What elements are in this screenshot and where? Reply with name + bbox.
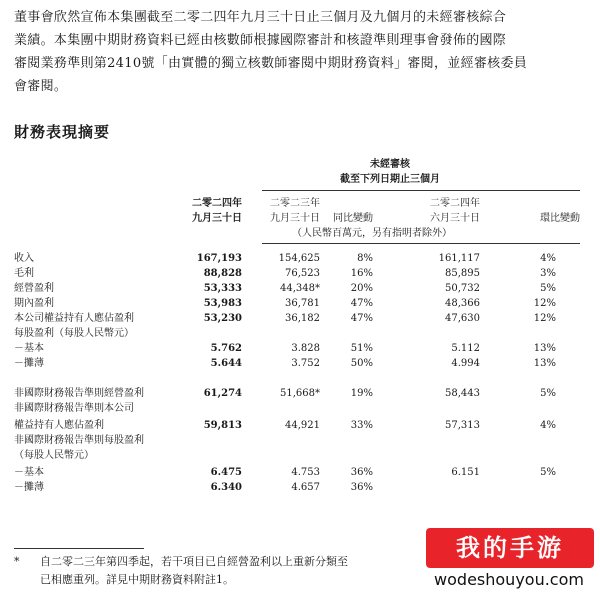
cell-value bbox=[184, 326, 242, 341]
cell-value bbox=[320, 448, 373, 463]
cell-value: 53,230 bbox=[203, 313, 242, 324]
cell-value: 5.644 bbox=[210, 358, 242, 369]
cell-value: 53,983 bbox=[203, 298, 242, 309]
row-label: 毛利 bbox=[14, 268, 34, 279]
cell-value: 3.828 bbox=[291, 343, 320, 354]
header-col4-line2: 六月三十日 bbox=[430, 213, 480, 224]
cell-value: 50% bbox=[350, 358, 373, 369]
cell-value bbox=[373, 433, 480, 448]
cell-value: 48,366 bbox=[445, 298, 480, 309]
cell-value: 59,813 bbox=[203, 420, 242, 431]
row-label: 每股盈利（每股人民幣元） bbox=[14, 328, 134, 339]
header-period: 截至下列日期止三個月 bbox=[340, 174, 440, 185]
header-col1-line1: 二零二四年 bbox=[192, 198, 242, 209]
row-label: （每股人民幣元） bbox=[14, 450, 94, 461]
cell-value: 3% bbox=[540, 268, 556, 279]
watermark-brand: 我的手游 bbox=[426, 528, 594, 568]
header-col1-line2: 九月三十日 bbox=[192, 213, 242, 224]
row-label: －基本 bbox=[14, 343, 44, 354]
header-col4-line1: 二零二四年 bbox=[430, 198, 480, 209]
cell-value bbox=[373, 401, 480, 416]
header-underline bbox=[262, 190, 580, 191]
row-label: 非國際財務報告準則每股盈利 bbox=[14, 435, 144, 446]
cell-value: 12% bbox=[533, 313, 556, 324]
header-col3: 同比變動 bbox=[333, 213, 373, 224]
cell-value bbox=[480, 433, 556, 448]
table-row bbox=[14, 326, 556, 341]
cell-value bbox=[480, 326, 556, 341]
cell-value bbox=[242, 326, 320, 341]
table-row bbox=[14, 281, 556, 296]
table-row bbox=[14, 401, 556, 416]
table-spacer bbox=[14, 371, 556, 384]
row-label: 本公司權益持有人應佔盈利 bbox=[14, 313, 134, 324]
cell-value: 167,193 bbox=[196, 253, 242, 264]
row-label: 收入 bbox=[14, 253, 34, 264]
cell-value: 33% bbox=[350, 420, 373, 431]
cell-value bbox=[242, 448, 320, 463]
cell-value: 44,348* bbox=[280, 283, 320, 294]
cell-value: 61,274 bbox=[203, 388, 242, 399]
header-unaudited: 未經審核 bbox=[370, 159, 410, 170]
cell-value: 5% bbox=[540, 467, 556, 478]
cell-value bbox=[242, 401, 320, 416]
section-title: 財務表現摘要 bbox=[14, 123, 111, 141]
cell-value bbox=[184, 448, 242, 463]
cell-value: 16% bbox=[350, 268, 373, 279]
cell-value: 88,828 bbox=[203, 268, 242, 279]
cell-value: 47% bbox=[350, 313, 373, 324]
row-label: 期內盈利 bbox=[14, 298, 54, 309]
table-row bbox=[14, 463, 556, 480]
table-row bbox=[14, 311, 556, 326]
footnote-text-1: 自二零二三年第四季起，若干項目已自經營盈利以上重新分類至 bbox=[40, 555, 348, 568]
cell-value: 36,182 bbox=[285, 313, 320, 324]
cell-value: 154,625 bbox=[278, 253, 320, 264]
watermark bbox=[420, 528, 598, 590]
cell-value bbox=[184, 433, 242, 448]
cell-value: 6.151 bbox=[451, 467, 480, 478]
table-row bbox=[14, 341, 556, 356]
cell-value: 36,781 bbox=[285, 298, 320, 309]
table-row bbox=[14, 433, 556, 448]
cell-value: 12% bbox=[533, 298, 556, 309]
cell-value: 13% bbox=[533, 358, 556, 369]
cell-value: 4.657 bbox=[291, 482, 320, 493]
intro-line-4: 會審閱。 bbox=[14, 79, 68, 94]
cell-value: 5% bbox=[540, 388, 556, 399]
cell-value bbox=[184, 401, 242, 416]
footnote-mark: * bbox=[14, 555, 20, 568]
row-label: 經營盈利 bbox=[14, 283, 54, 294]
table-row bbox=[14, 448, 556, 463]
cell-value bbox=[373, 480, 480, 495]
cell-value: 51,668* bbox=[280, 388, 320, 399]
cell-value bbox=[373, 326, 480, 341]
cell-value: 47,630 bbox=[445, 313, 480, 324]
row-label: 權益持有人應佔盈利 bbox=[14, 420, 104, 431]
table-row bbox=[14, 356, 556, 371]
cell-value: 76,523 bbox=[285, 268, 320, 279]
cell-value: 50,732 bbox=[445, 283, 480, 294]
row-label: 非國際財務報告準則經營盈利 bbox=[14, 388, 144, 399]
cell-value bbox=[320, 401, 373, 416]
intro-paragraph bbox=[14, 6, 586, 98]
table-row bbox=[14, 251, 556, 266]
table-row bbox=[14, 296, 556, 311]
cell-value: 3.752 bbox=[291, 358, 320, 369]
watermark-url: wodeshouyou.com bbox=[434, 570, 584, 589]
cell-value bbox=[480, 448, 556, 463]
table-row bbox=[14, 480, 556, 495]
table-row bbox=[14, 416, 556, 433]
row-label: －基本 bbox=[14, 467, 44, 478]
footnote-rule bbox=[14, 548, 144, 549]
cell-value: 4.994 bbox=[451, 358, 480, 369]
cell-value: 51% bbox=[350, 343, 373, 354]
cell-value: 58,443 bbox=[445, 388, 480, 399]
cell-value: 5% bbox=[540, 283, 556, 294]
footnote-line-2: 已相應重列。詳見中期財務資料附註1。 bbox=[40, 573, 234, 586]
header-col5: 環比變動 bbox=[540, 213, 580, 224]
header-col2-line2: 九月三十日 bbox=[270, 213, 320, 224]
cell-value bbox=[373, 448, 480, 463]
cell-value: 57,313 bbox=[445, 420, 480, 431]
table-row bbox=[14, 384, 556, 401]
cell-value: 5.112 bbox=[451, 343, 480, 354]
header-col2-line1: 二零二三年 bbox=[270, 198, 320, 209]
cell-value: 36% bbox=[350, 467, 373, 478]
cell-value: 161,117 bbox=[438, 253, 480, 264]
intro-line-2: 業績。本集團中期財務資料已經由核數師根據國際審計和核證準則理事會發佈的國際 bbox=[14, 33, 507, 48]
table-row bbox=[14, 266, 556, 281]
header-bottom-rule bbox=[262, 243, 580, 244]
row-label: 非國際財務報告準則本公司 bbox=[14, 403, 134, 414]
cell-value bbox=[480, 401, 556, 416]
cell-value: 4.753 bbox=[291, 467, 320, 478]
cell-value: 6.475 bbox=[210, 467, 242, 478]
intro-line-3: 審閱業務準則第2410號「由實體的獨立核數師審閱中期財務資料」審閱，並經審核委員 bbox=[14, 56, 528, 71]
cell-value bbox=[320, 433, 373, 448]
cell-value: 47% bbox=[350, 298, 373, 309]
cell-value: 36% bbox=[350, 482, 373, 493]
cell-value: 19% bbox=[350, 388, 373, 399]
footnote-line-1 bbox=[14, 553, 348, 571]
cell-value bbox=[242, 433, 320, 448]
cell-value: 8% bbox=[357, 253, 373, 264]
cell-value: 5.762 bbox=[210, 343, 242, 354]
cell-value: 4% bbox=[540, 420, 556, 431]
row-label: －攤薄 bbox=[14, 482, 44, 493]
cell-value: 85,895 bbox=[445, 268, 480, 279]
footnote bbox=[14, 553, 348, 589]
financial-summary-table bbox=[14, 251, 556, 495]
cell-value bbox=[480, 480, 556, 495]
intro-line-1: 董事會欣然宣佈本集團截至二零二四年九月三十日止三個月及九個月的未經審核綜合 bbox=[14, 10, 507, 25]
cell-value: 53,333 bbox=[203, 283, 242, 294]
cell-value bbox=[320, 326, 373, 341]
cell-value: 13% bbox=[533, 343, 556, 354]
row-label: －攤薄 bbox=[14, 358, 44, 369]
cell-value: 20% bbox=[350, 283, 373, 294]
cell-value: 6.340 bbox=[210, 482, 242, 493]
cell-value: 4% bbox=[540, 253, 556, 264]
header-unit: （人民幣百萬元，另有指明者除外） bbox=[292, 228, 452, 239]
cell-value: 44,921 bbox=[285, 420, 320, 431]
